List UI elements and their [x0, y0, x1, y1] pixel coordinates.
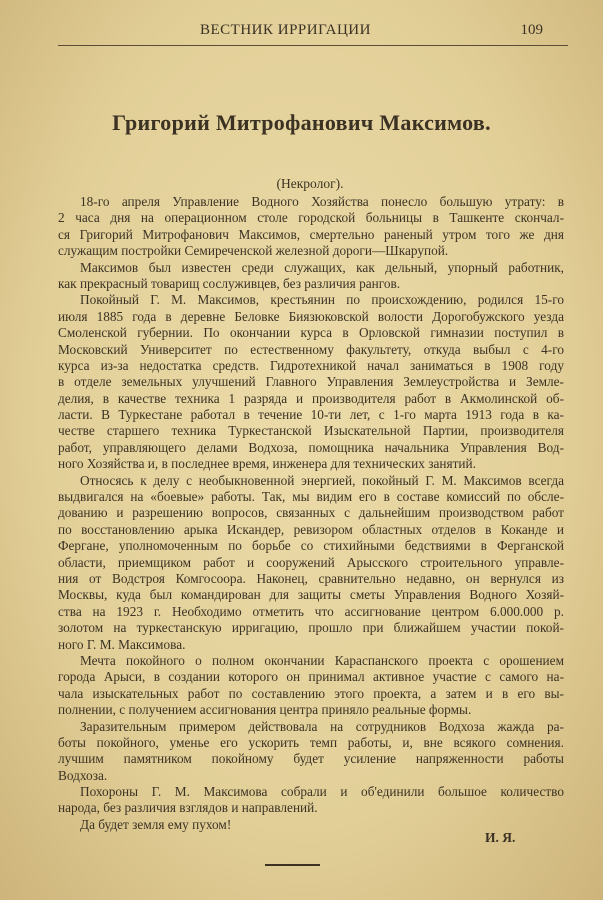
text-line: Московский Университет по естественному факультету, откуда выбыл с 4-го [58, 341, 564, 357]
text-line: дованию и разрешению вопросов, связанных с дальнейшим производством работ [58, 505, 564, 521]
paragraph [58, 292, 564, 472]
paragraph [58, 194, 564, 260]
text-line: города Арыси, в создании которого он принимал активное участие с самого на- [58, 669, 564, 685]
paragraph [58, 653, 564, 719]
text-line: ся Григорий Митрофанович Максимов, смертельно раненый утром того же дня [58, 226, 564, 242]
text-line: выдвигался на «боевые» работы. Так, мы видим его в составе комиссий по обсле- [58, 489, 564, 505]
text-line: Мечта покойного о полном окончании Караспанского проекта с орошением [80, 652, 564, 668]
text-line: Смоленской губернии. По окончании курса в Орловской гимназии поступил в [58, 325, 564, 341]
text-line: служащим постройки Семиреченской железной дороги—Шкарупой. [58, 243, 449, 259]
text-line: июля 1885 года в деревне Беловке Биязюковской волости Дорогобужского уезда [58, 308, 564, 324]
text-line: курса из-за недостатка средств. Гидротехникой начал заниматься в 1908 году [58, 357, 564, 373]
text-line: Водхоза. [58, 767, 108, 783]
text-line: Фергане, уполномоченным по борьбе со стихийными бедствиями в Ферганской [58, 538, 564, 554]
text-line: ства на 1923 г. Необходимо отметить что ассигнование центром 6.000.000 р. [58, 603, 564, 619]
paragraph [58, 719, 564, 785]
text-line: как прекрасный товарищ сослуживцев, без различия рангов. [58, 275, 401, 291]
article-body [58, 194, 564, 833]
text-line: ния от Водстроя Комгосоора. Наконец, сравнительно недавно, он вернулся из [58, 570, 564, 586]
text-line: Относясь к делу с необыкновенной энергией, покойный Г. М. Максимов всегда [80, 472, 564, 488]
text-line: по восстановлению арыка Искандер, ревизором областных отделов в Коканде и [58, 521, 564, 537]
text-line: ласти. В Туркестане работал в течение 10-ти лет, с 1-го марта 1913 года в ка- [58, 407, 564, 423]
paragraph [58, 784, 564, 817]
text-line: народа, без различия взглядов и направлений. [58, 800, 318, 816]
text-line: работ, управляющего делами Водхоза, помощника начальника Управления Вод- [58, 439, 564, 455]
running-header [60, 22, 563, 44]
page-number: 109 [520, 22, 543, 38]
article-title: Григорий Митрофанович Максимов. [112, 110, 491, 135]
text-line: Заразительным примером действовала на сотрудников Водхоза жажда ра- [80, 718, 564, 734]
text-line: области, приемщиком работ и сооружений Арысского строительного управле- [58, 554, 564, 570]
text-line: в отделе земельных улучшений Главного Управления Землеустройства и Земле- [58, 374, 564, 390]
text-line: ного Г. М. Максимова. [58, 636, 186, 652]
header-rule [58, 45, 568, 46]
text-line: ного Хозяйства и, в последнее время, инженера для технических занятий. [58, 456, 476, 472]
paragraph [58, 473, 564, 653]
text-line: Похороны Г. М. Максимова собрали и об'единили большое количество [80, 784, 564, 800]
text-line: 18-го апреля Управление Водного Хозяйства понесло большую утрату: в [80, 194, 564, 209]
text-line: боты покойного, уменье его ускорить темп работы, и, вне всякого сомнения. [58, 734, 564, 750]
text-line: полнении, с получением ассигнования центра приняло реальные формы. [58, 702, 472, 718]
text-line: чала изыскательных работ по составлению этого проекта, а затем и в его вы- [58, 685, 564, 701]
text-line: лучшим памятником покойному будет усиление напряженности работы [58, 751, 564, 767]
text-line: Да будет земля ему пухом! [80, 816, 232, 832]
end-ornament [265, 864, 320, 866]
text-line: Москвы, куда был командирован для защиты сметы Управления Водного Хозяй- [58, 587, 564, 603]
journal-title: ВЕСТНИК ИРРИГАЦИИ [200, 22, 371, 38]
text-line: 2 часа дня на операционном столе городской больницы в Ташкенте скончал- [58, 210, 564, 226]
text-line: честве старшего техника Туркестанской Изыскательной Партии, производителя [58, 423, 564, 439]
text-line: делия, в качестве техника 1 разряда и производителя работ в Акмолинской об- [58, 390, 564, 406]
signature: И. Я. [485, 830, 516, 845]
article-subtitle: (Некролог). [276, 176, 344, 191]
text-line: золотом на туркестанскую ирригацию, прошло при ближайшем участии покой- [58, 620, 564, 636]
paragraph [58, 260, 564, 293]
text-line: Покойный Г. М. Максимов, крестьянин по происхождению, родился 15-го [80, 292, 564, 308]
text-line: Максимов был известен среди служащих, как дельный, упорный работник, [80, 259, 564, 275]
